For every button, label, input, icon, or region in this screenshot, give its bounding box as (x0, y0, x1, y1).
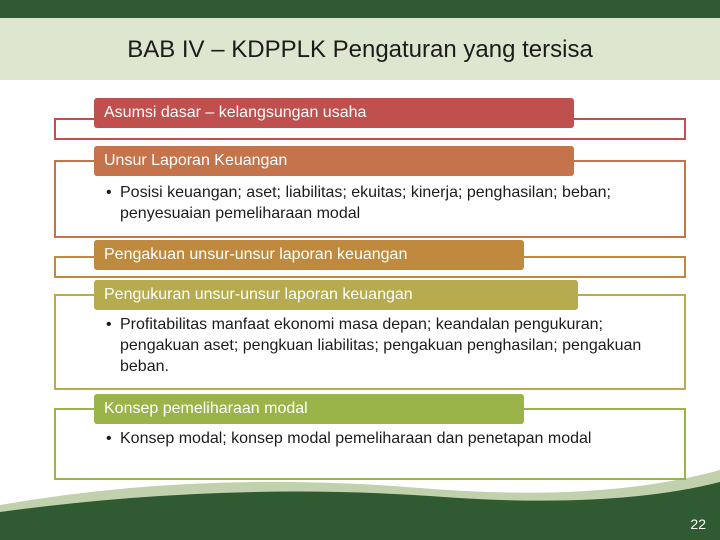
item-header-4: Pengukuran unsur-unsur laporan keuangan (94, 280, 578, 310)
item-header-1: Asumsi dasar – kelangsungan usaha (94, 98, 574, 128)
item-header-2: Unsur Laporan Keuangan (94, 146, 574, 176)
item-bullet-5: • Konsep modal; konsep modal pemeliharaan dan penetapan modal (104, 428, 644, 449)
item-bullet-4: • Profitabilitas manfaat ekonomi masa depan; keandalan pengukuran; pengakuan aset; pengkuan liabilitas; pengakuan penghasilan; pengakuan beban. (104, 314, 644, 377)
item-header-3: Pengakuan unsur-unsur laporan keuangan (94, 240, 524, 270)
item-bullet-2: • Posisi keuangan; aset; liabilitas; ekuitas; kinerja; penghasilan; beban; penyesuaian pemeliharaan modal (104, 182, 664, 224)
slide-title: BAB IV – KDPPLK Pengaturan yang tersisa (127, 36, 593, 63)
item-header-5: Konsep pemeliharaan modal (94, 394, 524, 424)
page-number: 22 (690, 516, 706, 532)
